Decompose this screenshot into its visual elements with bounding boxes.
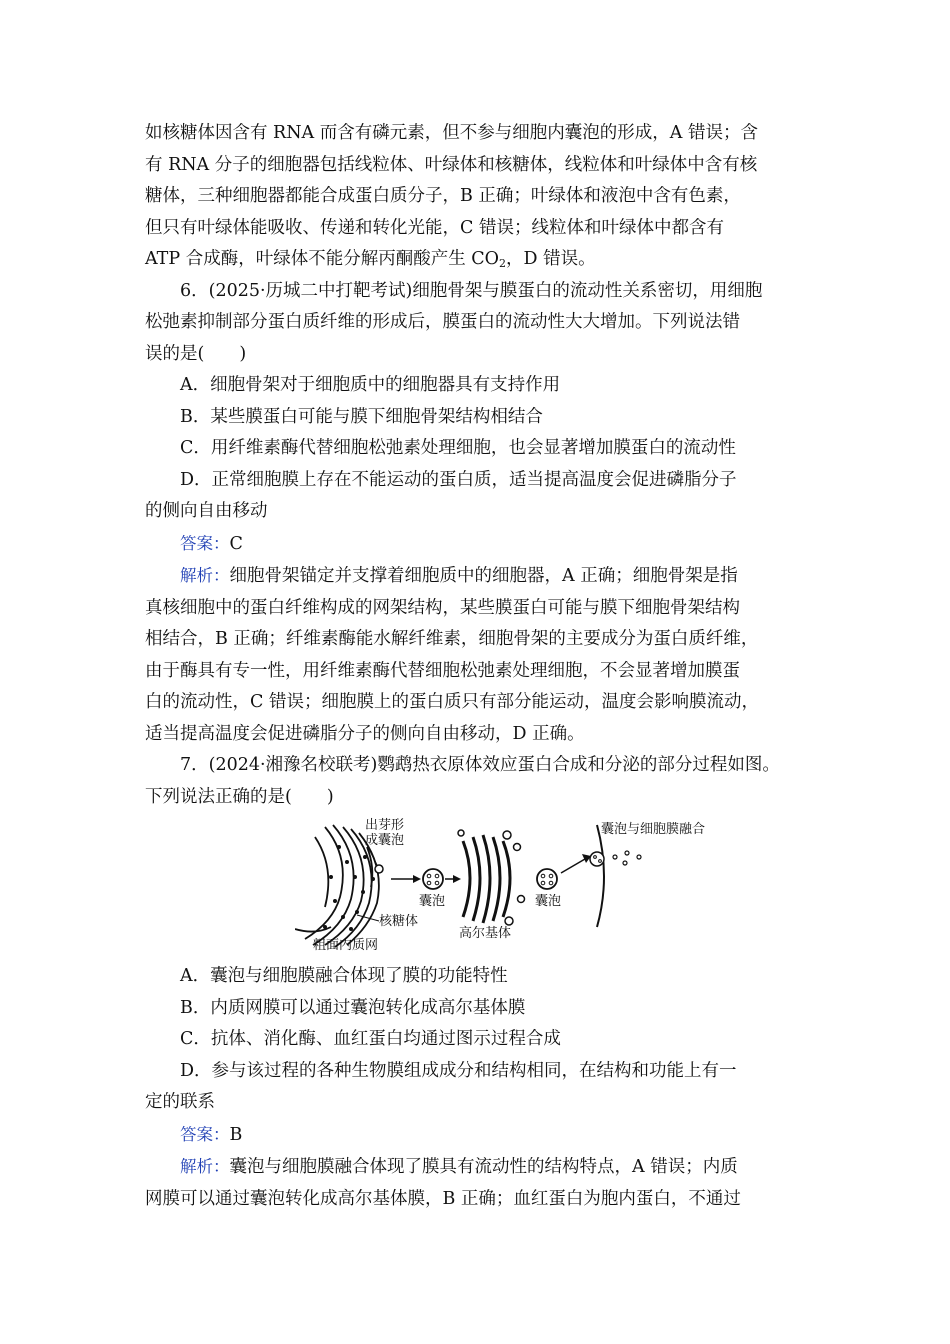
vesicle-1 bbox=[423, 869, 443, 889]
question-7-option-d: D．参与该过程的各种生物膜组成成分和结构相同，在结构和功能上有一 bbox=[180, 1060, 737, 1081]
question-6-answer bbox=[145, 528, 810, 561]
question-7-option-a: A．囊泡与细胞膜融合体现了膜的功能特性 bbox=[180, 966, 508, 986]
answer-label: 答案： bbox=[180, 533, 230, 553]
question-6-stem: 6．(2025·历城二中打靶考试)细胞骨架与膜蛋白的流动性关系密切，用细胞 bbox=[180, 280, 763, 301]
subscript: 2 bbox=[499, 257, 506, 270]
analysis-continuation-line: 但只有叶绿体能吸收、传递和转化光能，C 错误；线粒体和叶绿体中都含有 bbox=[145, 217, 724, 238]
arrow-3 bbox=[561, 859, 585, 873]
question-7-analysis bbox=[145, 1151, 810, 1184]
analysis-label: 解析： bbox=[180, 566, 230, 585]
answer-label: 答案： bbox=[180, 1124, 230, 1144]
label-rer: 粗面内质网 bbox=[313, 938, 379, 953]
fusing-vesicle bbox=[590, 852, 604, 866]
label-ribosome: 核糖体 bbox=[379, 914, 419, 929]
question-7-analysis: 网膜可以通过囊泡转化成高尔基体膜，B 正确；血红蛋白为胞内蛋白，不通过 bbox=[145, 1188, 741, 1209]
question-6-analysis bbox=[145, 560, 810, 593]
analysis-continuation-line: 有 RNA 分子的细胞器包括线粒体、叶绿体和核糖体，线粒体和叶绿体中含有核 bbox=[145, 154, 758, 175]
question-6-stem: 误的是( ) bbox=[145, 343, 247, 364]
analysis-continuation-line: 如核糖体因含有 RNA 而含有磷元素，但不参与细胞内囊泡的形成，A 错误；含 bbox=[145, 123, 758, 143]
label-budding: 出芽形 bbox=[365, 818, 405, 833]
text-segment: ATP 合成酶，叶绿体不能分解丙酮酸产生 CO bbox=[145, 249, 499, 269]
answer-value: B bbox=[229, 1124, 243, 1145]
question-7-option-c: C．抗体、消化酶、血红蛋白均通过图示过程合成 bbox=[180, 1029, 561, 1049]
question-6-option-b: B．某些膜蛋白可能与膜下细胞骨架结构相结合 bbox=[180, 406, 543, 427]
question-7-stem: 7．(2024·湘豫名校联考)鹦鹉热衣原体效应蛋白合成和分泌的部分过程如图。 bbox=[180, 755, 780, 775]
answer-value: C bbox=[229, 533, 243, 554]
question-7-stem: 下列说法正确的是( ) bbox=[145, 786, 334, 807]
question-6-option-d: D．正常细胞膜上存在不能运动的蛋白质，适当提高温度会促进磷脂分子 bbox=[180, 469, 737, 490]
golgi-drawing bbox=[463, 835, 510, 923]
label-vesicle-2: 囊泡 bbox=[535, 894, 562, 909]
text-segment: ，D 错误。 bbox=[506, 249, 596, 269]
vesicle-2 bbox=[537, 869, 557, 889]
analysis-continuation-line: 糖体，三种细胞器都能合成蛋白质分子，B 正确；叶绿体和液泡中含有色素， bbox=[145, 186, 741, 206]
question-6-option-d: 的侧向自由移动 bbox=[145, 501, 268, 521]
cell-membrane bbox=[597, 825, 604, 927]
label-golgi: 高尔基体 bbox=[459, 926, 512, 941]
question-6-analysis: 由于酶具有专一性，用纤维素酶代替细胞松弛素处理细胞，不会显著增加膜蛋 bbox=[145, 660, 740, 681]
question-7-option-b: B．内质网膜可以通过囊泡转化成高尔基体膜 bbox=[180, 997, 526, 1018]
question-6-option-a: A．细胞骨架对于细胞质中的细胞器具有支持作用 bbox=[180, 375, 561, 395]
secretion-diagram bbox=[295, 817, 705, 957]
analysis-text: 细胞骨架锚定并支撑着细胞质中的细胞器，A 正确；细胞骨架是指 bbox=[229, 566, 738, 586]
question-6-stem: 松弛素抑制部分蛋白质纤维的形成后，膜蛋白的流动性大大增加。下列说法错 bbox=[145, 312, 740, 332]
label-vesicle-1: 囊泡 bbox=[419, 894, 446, 909]
analysis-continuation-line bbox=[145, 244, 810, 276]
label-budding: 成囊泡 bbox=[365, 833, 405, 848]
document-page bbox=[145, 118, 810, 1215]
question-7-answer bbox=[145, 1119, 810, 1152]
question-6-analysis: 真核细胞中的蛋白纤维构成的网架结构，某些膜蛋白可能与膜下细胞骨架结构 bbox=[145, 597, 740, 618]
question-7-option-d: 定的联系 bbox=[145, 1092, 215, 1112]
analysis-text: 囊泡与细胞膜融合体现了膜具有流动性的结构特点，A 错误；内质 bbox=[229, 1157, 738, 1177]
analysis-label: 解析： bbox=[180, 1157, 230, 1176]
question-6-analysis: 适当提高温度会促进磷脂分子的侧向自由移动，D 正确。 bbox=[145, 723, 585, 744]
arrow-1-head bbox=[413, 875, 421, 883]
secreted-proteins bbox=[613, 851, 641, 865]
question-6-analysis: 白的流动性，C 错误；细胞膜上的蛋白质只有部分能运动，温度会影响膜流动， bbox=[145, 692, 759, 712]
arrow-2-head bbox=[453, 875, 461, 883]
budding-vesicle bbox=[375, 865, 383, 873]
secretion-process-figure bbox=[145, 817, 810, 957]
label-fusion: 囊泡与细胞膜融合 bbox=[601, 822, 705, 837]
question-6-analysis: 相结合，B 正确；纤维素酶能水解纤维素，细胞骨架的主要成分为蛋白质纤维， bbox=[145, 629, 759, 649]
question-6-option-c: C．用纤维素酶代替细胞松弛素处理细胞，也会显著增加膜蛋白的流动性 bbox=[180, 438, 736, 458]
